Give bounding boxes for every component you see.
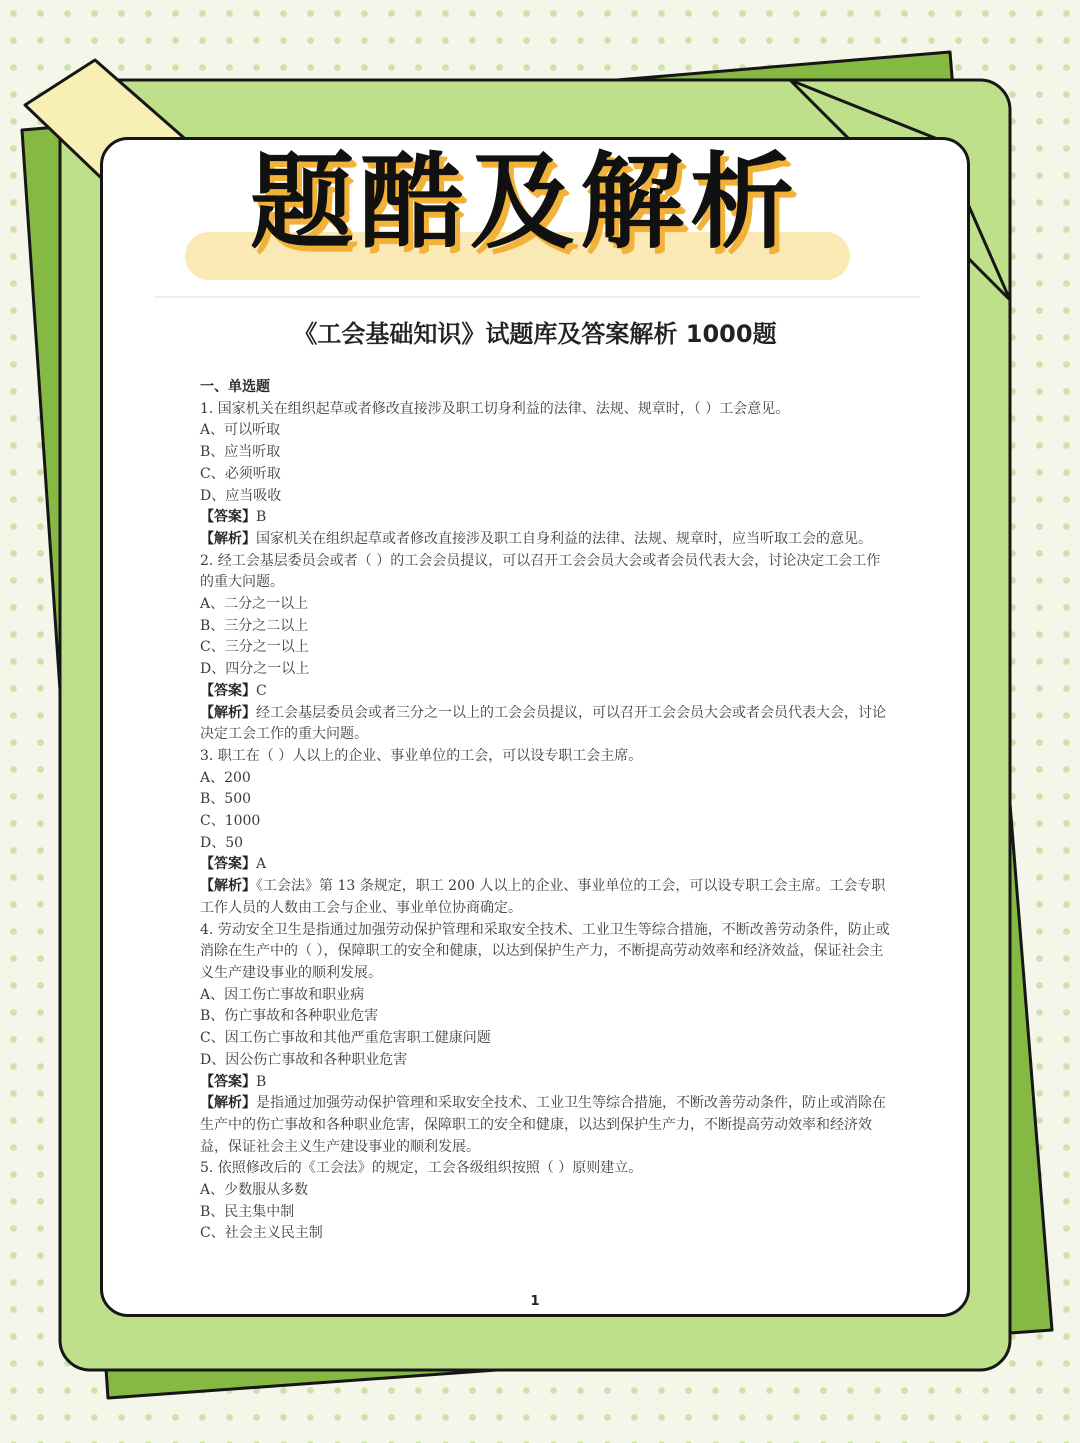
option: A、200 — [200, 769, 251, 786]
option: C、三分之一以上 — [200, 639, 309, 656]
analysis-label: 【解析】 — [200, 704, 256, 721]
option: C、必须听取 — [200, 465, 281, 482]
document-title: 《工会基础知识》试题库及答案解析 1000题 — [293, 320, 777, 348]
option: B、500 — [200, 791, 252, 808]
banner-title: 题酷及解析 — [249, 141, 800, 263]
analysis-text: 经工会基层委员会或者三分之一以上的工会会员提议，可以召开工会会员大会或者会员代表大会，讨论决定工会工作的重大问题。 — [200, 704, 886, 743]
analysis-line — [200, 529, 890, 551]
title-divider — [155, 296, 920, 298]
answer-line — [200, 854, 890, 876]
question-list — [200, 377, 890, 1245]
analysis-label: 【解析】 — [200, 878, 256, 895]
option: D、四分之一以上 — [200, 661, 310, 678]
question-stem: 2. 经工会基层委员会或者（ ）的工会会员提议，可以召开工会会员大会或者会员代表大会，讨论决定工会工作的重大问题。 — [200, 552, 881, 591]
option: A、可以听取 — [200, 422, 281, 439]
analysis-line — [200, 703, 890, 746]
question-stem: 3. 职工在（ ）人以上的企业、事业单位的工会，可以设专职工会主席。 — [200, 747, 643, 764]
option: D、50 — [200, 834, 244, 851]
option: A、少数服从多数 — [200, 1182, 309, 1199]
option: D、应当吸收 — [200, 487, 282, 504]
page-number: 1 — [530, 1294, 540, 1309]
answer-value: C — [256, 682, 267, 699]
answer-line — [200, 681, 890, 703]
option: D、因公伤亡事故和各种职业危害 — [200, 1051, 408, 1068]
answer-label: 【答案】 — [200, 856, 256, 873]
analysis-line — [200, 1093, 890, 1158]
question-stem: 5. 依照修改后的《工会法》的规定，工会各级组织按照（ ）原则建立。 — [200, 1160, 643, 1177]
option: B、三分之二以上 — [200, 617, 309, 634]
answer-value: B — [256, 509, 267, 526]
option: B、民主集中制 — [200, 1203, 295, 1220]
analysis-line — [200, 876, 890, 919]
answer-label: 【答案】 — [200, 1073, 256, 1090]
option: C、社会主义民主制 — [200, 1225, 323, 1242]
answer-label: 【答案】 — [200, 509, 256, 526]
answer-value: A — [256, 856, 267, 873]
answer-label: 【答案】 — [200, 682, 256, 699]
answer-line — [200, 1072, 890, 1094]
option: B、伤亡事故和各种职业危害 — [200, 1008, 379, 1025]
answer-value: B — [256, 1073, 267, 1090]
option: A、二分之一以上 — [200, 596, 309, 613]
answer-line — [200, 507, 890, 529]
analysis-text: 国家机关在组织起草或者修改直接涉及职工自身利益的法律、法规、规章时，应当听取工会的意见。 — [256, 530, 872, 547]
option: A、因工伤亡事故和职业病 — [200, 986, 365, 1003]
question-stem: 1. 国家机关在组织起草或者修改直接涉及职工切身利益的法律、法规、规章时，（ ）工会意见。 — [200, 400, 790, 417]
section-heading: 一、单选题 — [200, 379, 270, 395]
question-stem: 4. 劳动安全卫生是指通过加强劳动保护管理和采取安全技术、工业卫生等综合措施，不断改善劳动条件，防止或消除在生产中的（ ），保障职工的安全和健康，以达到保护生产力，不断提高劳动效率和经济效益，保证社会主义生产建设事业的顺利发展。 — [200, 921, 890, 981]
option: C、因工伤亡事故和其他严重危害职工健康问题 — [200, 1030, 491, 1047]
option: B、应当听取 — [200, 444, 281, 461]
analysis-text: 是指通过加强劳动保护管理和采取安全技术、工业卫生等综合措施，不断改善劳动条件，防止或消除在生产中的伤亡事故和各种职业危害，保障职工的安全和健康，以达到保护生产力，不断提高劳动效率和经济效益，保证社会主义生产建设事业的顺利发展。 — [200, 1095, 886, 1155]
option: C、1000 — [200, 813, 261, 830]
analysis-label: 【解析】 — [200, 530, 256, 547]
analysis-text: 《工会法》第 13 条规定，职工 200 人以上的企业、事业单位的工会，可以设专职工会主席。工会专职工作人员的人数由工会与企业、事业单位协商确定。 — [200, 878, 886, 916]
analysis-label: 【解析】 — [200, 1095, 256, 1112]
